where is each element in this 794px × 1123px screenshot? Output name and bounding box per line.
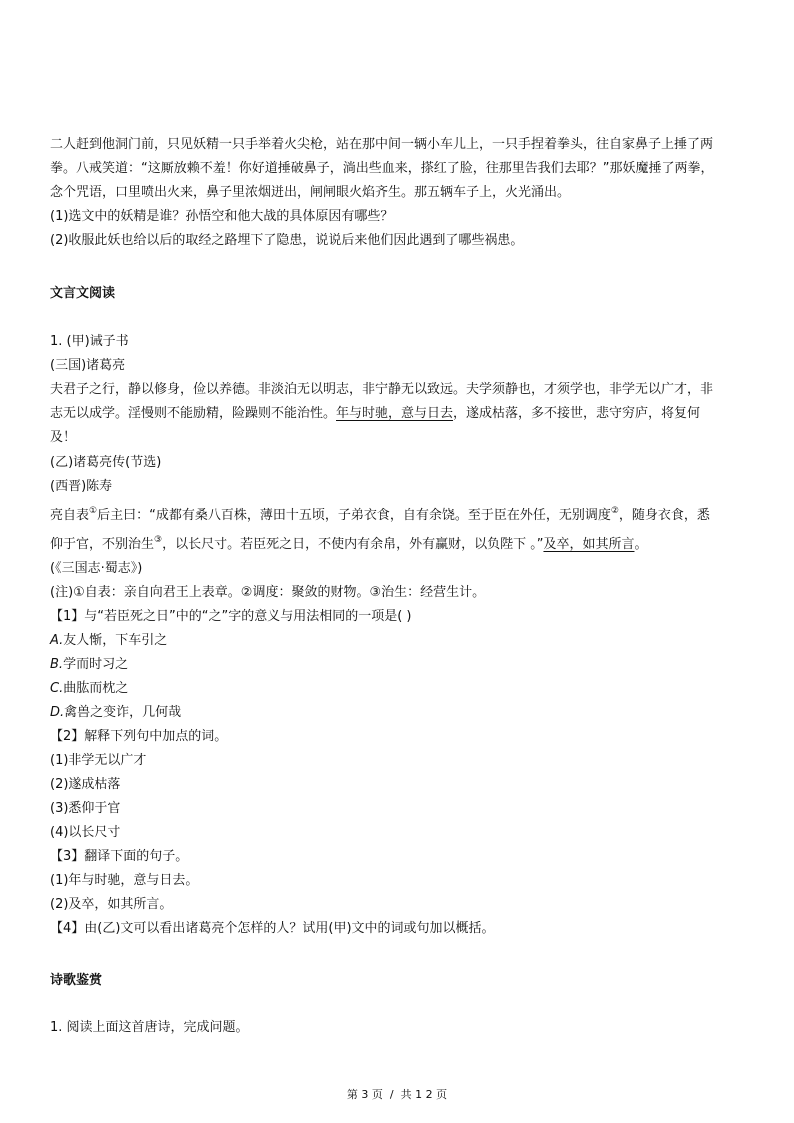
question-3-item-1: (1)年与时驰，意与日去。 — [50, 873, 199, 888]
footnote-mark-3: ③ — [154, 535, 163, 545]
jia-line-3: 及！ — [50, 430, 77, 445]
story-line-1: 二人赶到他洞门前，只见妖精一只手举着火尖枪，站在那中间一辆小车儿上，一只手捏着拳头，往自家鼻子上捶了两 — [50, 137, 714, 152]
section-heading-poetry: 诗歌鉴赏 — [50, 973, 103, 988]
option-c — [50, 677, 128, 696]
option-letter: C. — [50, 681, 64, 696]
story-question-1: (1)选文中的妖精是谁？孙悟空和他大战的具体原因有哪些？ — [50, 209, 394, 224]
question-1: 【1】与“若臣死之日”中的“之”字的意义与用法相同的一项是( ) — [50, 609, 412, 624]
question-2-item-1: (1)非学无以广才 — [50, 753, 147, 768]
option-text: 友人惭，下车引之 — [63, 633, 168, 648]
page-number-footer: 第 3 页 / 共 1 2 页 — [346, 1088, 448, 1101]
jia-line-2 — [50, 402, 700, 421]
yi-text: ，随身衣食，悉 — [618, 508, 710, 523]
underlined-sentence: 及卒，如其所言 — [543, 537, 635, 552]
option-text: 禽兽之变诈，几何哉 — [64, 705, 182, 720]
yi-text: ，以长尺寸。若臣死之日，不使内有余帛，外有赢财，以负陛下 。” — [162, 537, 544, 552]
yi-text: 仰于官，不别治生 — [50, 537, 155, 552]
jia-text: 志无以成学。淫慢则不能励精，险躁则不能治性。 — [50, 406, 337, 421]
annotation-notes: (注)①自表：亲自向君王上表章。②调度：聚敛的财物。③治生：经营生计。 — [50, 585, 486, 600]
jia-author: (三国)诸葛亮 — [50, 358, 126, 373]
footnote-mark-1: ① — [89, 506, 98, 516]
yi-text: 亮自表 — [50, 508, 90, 523]
yi-line-1 — [50, 504, 710, 523]
question-2-item-2: (2)遂成枯落 — [50, 777, 121, 792]
question-4: 【4】由(乙)文可以看出诸葛亮个怎样的人？试用(甲)文中的词或句加以概括。 — [50, 921, 495, 936]
question-3-item-2: (2)及卒，如其所言。 — [50, 897, 173, 912]
question-2: 【2】解释下列句中加点的词。 — [50, 729, 228, 744]
option-d — [50, 701, 181, 720]
poetry-item-1: 1. 阅读上面这首唐诗，完成问题。 — [50, 1020, 249, 1035]
story-line-2: 拳。八戒笑道：“这厮放赖不羞！你好道捶破鼻子，淌出些血来，搽红了脸，往那里告我们去耶？”那妖魔捶了两拳， — [50, 161, 714, 176]
option-text: 学而时习之 — [63, 657, 129, 672]
yi-author: (西晋)陈寿 — [50, 479, 113, 494]
question-3: 【3】翻译下面的句子。 — [50, 849, 189, 864]
story-question-2: (2)收服此妖也给以后的取经之路埋下了隐患，说说后来他们因此遇到了哪些祸患。 — [50, 233, 524, 248]
yi-line-2 — [50, 533, 648, 552]
question-2-item-4: (4)以长尺寸 — [50, 825, 121, 840]
section-heading-classical: 文言文阅读 — [50, 286, 116, 301]
question-2-item-3: (3)悉仰于官 — [50, 801, 121, 816]
story-line-3: 念个咒语，口里喷出火来，鼻子里浓烟迸出，闸闸眼火焰齐生。那五辆车子上，火光涌出。 — [50, 185, 571, 200]
option-letter: D. — [50, 705, 65, 720]
option-b — [50, 653, 128, 672]
yi-title: (乙)诸葛亮传(节选) — [50, 455, 162, 470]
jia-text: ，遂成枯落，多不接世，悲守穷庐，将复何 — [453, 406, 701, 421]
underlined-sentence: 年与时驰，意与日去 — [336, 406, 454, 421]
option-letter: B. — [50, 657, 64, 672]
option-a — [50, 629, 167, 648]
option-letter: A. — [50, 633, 64, 648]
item-title: 1. (甲)诫子书 — [50, 334, 129, 349]
jia-line-1: 夫君子之行，静以修身，俭以养德。非淡泊无以明志，非宁静无以致远。夫学须静也，才须学也，非学无以广才，非 — [50, 382, 714, 397]
option-text: 曲肱而枕之 — [63, 681, 129, 696]
source-note: (《三国志·蜀志》) — [50, 561, 143, 576]
yi-text: 。 — [634, 537, 648, 552]
footnote-mark-2: ② — [610, 506, 619, 516]
yi-text: 后主曰：“成都有桑八百株，薄田十五顷，子弟衣食，自有余饶。至于臣在外任，无别调度 — [97, 508, 611, 523]
